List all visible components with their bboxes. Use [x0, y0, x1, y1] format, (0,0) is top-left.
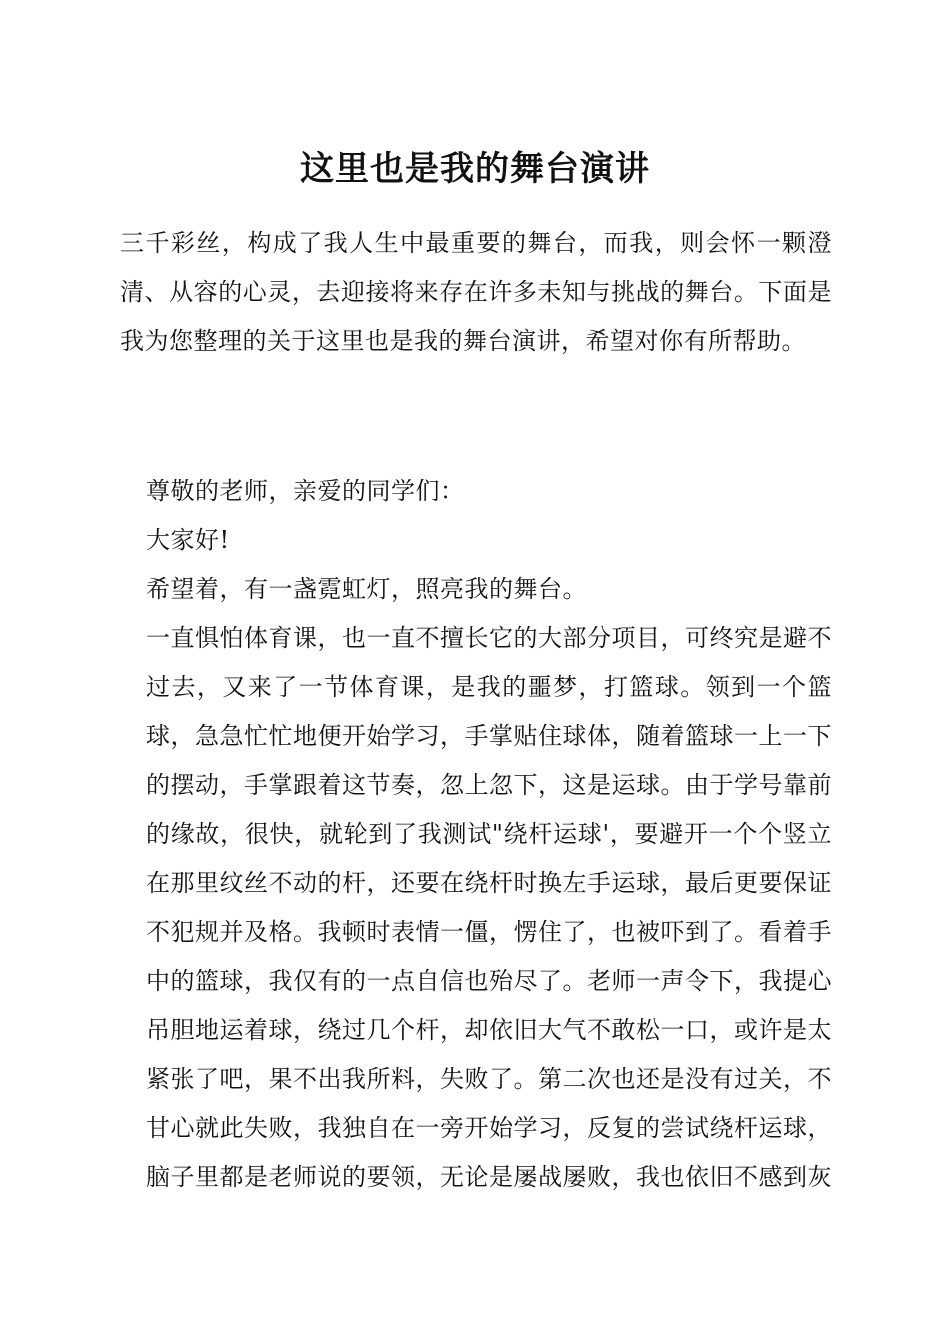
- intro-paragraph: 三千彩丝，构成了我人生中最重要的舞台，而我，则会怀一颗澄清、从容的心灵，去迎接将来存在许多未知与挑战的舞台。下面是我为您整理的关于这里也是我的舞台演讲，希望对你有所帮助。: [120, 229, 832, 355]
- greeting: 大家好!: [146, 526, 230, 554]
- salutation: 尊敬的老师，亲爱的同学们：: [146, 477, 465, 505]
- opening-line: 希望着，有一盏霓虹灯，照亮我的舞台。: [146, 575, 587, 603]
- body-paragraph: 一直惧怕体育课，也一直不擅长它的大部分项目，可终究是避不过去，又来了一节体育课，是我的噩梦，打篮球。领到一个篮球，急急忙忙地便开始学习，手掌贴住球体，随着篮球一上一下的摆动，手掌跟着这节奏，忽上忽下，这是运球。由于学号靠前的缘故，很快，就轮到了我测试"绕杆运球'，要避开一个个竖立在那里纹丝不动的杆，还要在绕杆时换左手运球，最后更要保证不犯规并及格。我顿时表情一僵，愣住了，也被吓到了。看着手中的篮球，我仅有的一点自信也殆尽了。老师一声令下，我提心吊胆地运着球，绕过几个杆，却依旧大气不敢松一口，或许是太紧张了吧，果不出我所料，失败了。第二次也还是没有过关，不甘心就此失败，我独自在一旁开始学习，反复的尝试绕杆运球，脑子里都是老师说的要领，无论是屡战屡败，我也依旧不感到灰: [146, 624, 832, 1191]
- speech-body: [120, 467, 832, 1202]
- document-title: 这里也是我的舞台演讲: [300, 149, 650, 189]
